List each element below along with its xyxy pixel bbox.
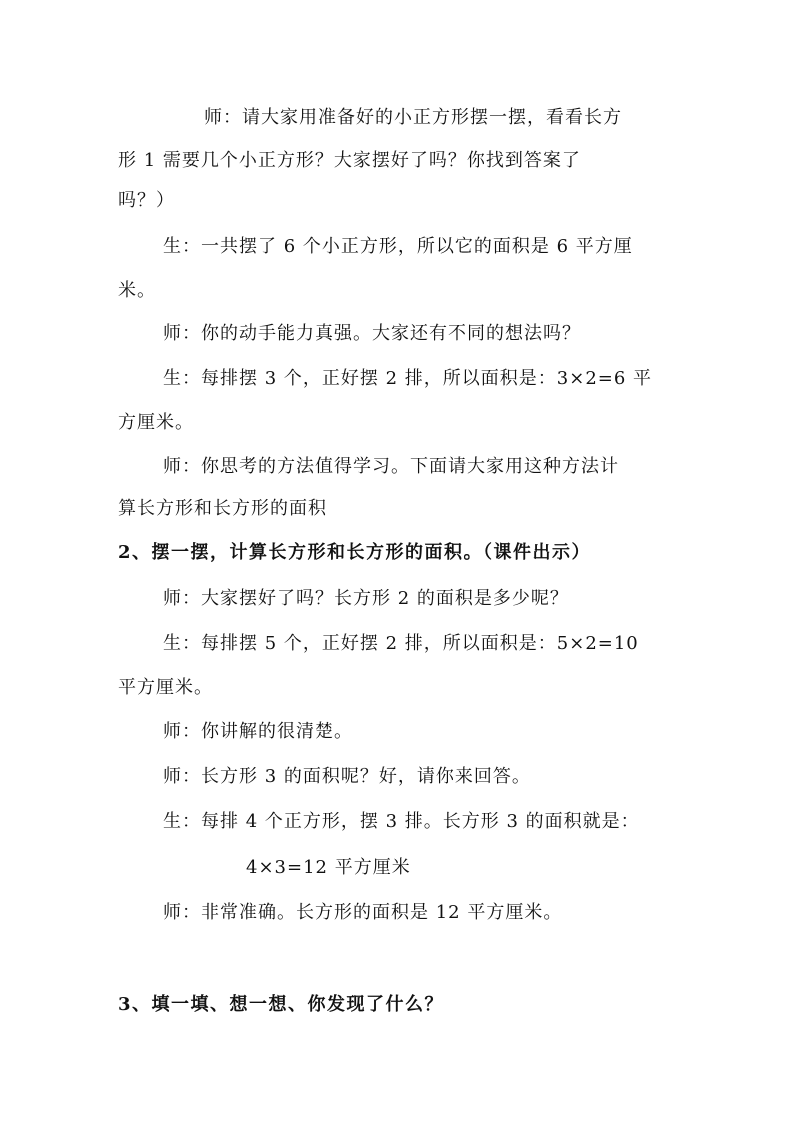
student-line-3: 生：每排摆 5 个，正好摆 2 排，所以面积是：5×2=10 [163, 633, 639, 654]
teacher-line-5: 师：你讲解的很清楚。 [163, 721, 353, 742]
student-line-4: 生：每排 4 个正方形，摆 3 排。长方形 3 的面积就是： [163, 811, 640, 832]
student-line-2-end: 方厘米。 [118, 412, 194, 433]
teacher-line-6: 师：长方形 3 的面积呢？好，请你来回答。 [163, 766, 531, 787]
teacher-line-2: 师：你的动手能力真强。大家还有不同的想法吗？ [163, 323, 581, 344]
student-line-1-end: 米。 [118, 280, 156, 301]
student-line-1: 生：一共摆了 6 个小正方形，所以它的面积是 6 平方厘 [163, 236, 633, 257]
section-heading-2: 2、摆一摆，计算长方形和长方形的面积。（课件出示） [118, 542, 592, 563]
student-line-4-formula: 4×3=12 平方厘米 [246, 857, 411, 878]
teacher-line-3-end: 算长方形和长方形的面积 [118, 498, 327, 519]
teacher-line-4: 师：大家摆好了吗？长方形 2 的面积是多少呢？ [163, 588, 569, 609]
teacher-line-7: 师：非常准确。长方形的面积是 12 平方厘米。 [163, 902, 563, 923]
student-line-2: 生：每排摆 3 个，正好摆 2 排，所以面积是：3×2=6 平 [163, 368, 653, 389]
teacher-line-3: 师：你思考的方法值得学习。下面请大家用这种方法计 [163, 456, 619, 477]
section-heading-3: 3、填一填、想一想、你发现了什么？ [118, 994, 445, 1015]
student-line-3-end: 平方厘米。 [118, 677, 213, 698]
teacher-line-1-end: 吗？） [118, 190, 175, 211]
teacher-line-1: 师：请大家用准备好的小正方形摆一摆，看看长方 [204, 107, 622, 128]
teacher-line-1-cont: 形 1 需要几个小正方形？大家摆好了吗？你找到答案了 [118, 150, 581, 171]
